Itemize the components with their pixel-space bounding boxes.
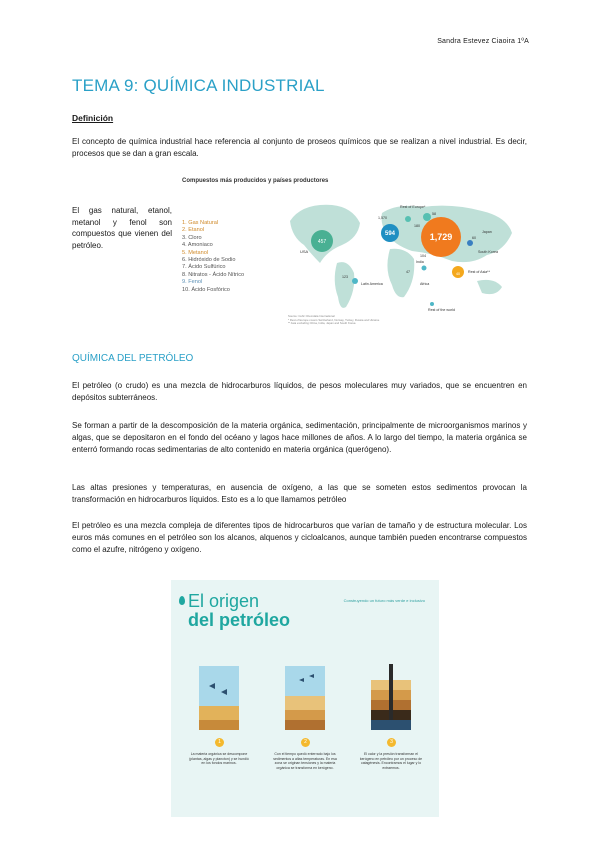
map-value: 457 — [317, 239, 327, 245]
legend-item: 10. Ácido Fosfórico — [182, 286, 230, 293]
compounds-legend — [182, 220, 244, 294]
infographic-title — [188, 592, 290, 630]
legend-item: 4. Amoniaco — [182, 242, 213, 249]
infographic-subtitle: Construyendo un futuro más verde e inclusivo — [343, 598, 425, 603]
map-value: 123 — [342, 275, 348, 279]
author-header: Sandra Estevez Ciaoira 1ºA — [437, 38, 529, 45]
map-value: 1,570 — [378, 216, 387, 220]
map-label: USA — [300, 249, 309, 254]
sediment-panel-illustration — [281, 660, 329, 734]
map-label: Latin America — [361, 282, 383, 286]
step-caption: Con el tiempo quedó enterrado bajo los sedimentos a altas temperaturas. En esa zona se originan tensiones y la materia orgánica se transforma en kerógeno. — [273, 752, 337, 770]
definition-paragraph: El concepto de química industrial hace referencia al conjunto de proseos químicos que se realizan a nivel industrial. Es decir, procesos que se dan a gran escala. — [72, 137, 527, 158]
infographic-title-line: El origen — [188, 591, 260, 611]
figure-source — [288, 315, 379, 326]
map-value: 180 — [414, 224, 420, 228]
definition-heading: Definición — [72, 113, 114, 123]
legend-item: 3. Cloro — [182, 234, 202, 241]
legend-item: 5. Metanol — [182, 249, 209, 256]
map-label: Japan — [482, 230, 492, 234]
map-value: 47 — [406, 270, 410, 274]
source-line: * Rest of Europe covers Switzerland, Norway, Turkey, Russia and Ukraine — [288, 317, 380, 322]
map-label: India — [416, 260, 424, 264]
infographic-title-line: del petróleo — [188, 610, 291, 630]
map-value: 60 — [472, 236, 476, 240]
petroleum-paragraph-2: Se forman a partir de la descomposición de la materia orgánica, sedimentación, principalmente de microorganismos marinos y algas, que se depositaron en el fondo del océano y lagos hace millones de años. A lo largo del tiempo, la materia orgánica se enterró formando rocas sedimentarias de alto contenido en materia orgánica (querógeno). — [72, 421, 527, 454]
legend-item: 6. Hidróxido de Sodio — [182, 257, 236, 264]
map-value: 1,729 — [429, 232, 453, 242]
step-caption: La materia orgánica se descompone (plantas, algas y plancton) y se hundió en los fondos marinos. — [189, 752, 249, 766]
map-label: South Korea — [478, 250, 498, 254]
step-number: 2 — [301, 738, 310, 747]
source-line: Source: Cefic Chemdata International — [288, 314, 335, 318]
map-label: Africa — [420, 282, 430, 286]
map-value: 40 — [456, 272, 460, 276]
drop-icon — [179, 596, 185, 605]
map-label: Rest of the world — [428, 308, 455, 312]
compounds-side-text: El gas natural, etanol, metanol y fenol son compuestos que vienen del petróleo. — [72, 206, 172, 250]
figure-title: Compuestos más producidos y países productores — [182, 178, 329, 184]
petroleum-paragraph-3: Las altas presiones y temperaturas, en ausencia de oxígeno, a las que se someten estos sedimentos provocan la transformación en hidrocarburos líquidos. Esto es a lo que llamamos petróleo — [72, 483, 527, 504]
oil-well-panel-illustration — [367, 660, 415, 734]
legend-item: 1. Gas Natural — [182, 220, 219, 226]
step-number: 3 — [387, 738, 396, 747]
map-value: 594 — [384, 231, 396, 237]
world-production-map — [282, 193, 524, 323]
page-title: TEMA 9: QUÍMICA INDUSTRIAL — [72, 76, 325, 95]
legend-item: 2. Etanol — [182, 227, 205, 234]
petroleum-origin-infographic — [171, 580, 439, 817]
petroleum-heading: QUÍMICA DEL PETRÓLEO — [72, 353, 194, 364]
legend-item: 8. Nitratos - Ácido Nítrico — [182, 271, 245, 278]
step-number: 1 — [215, 738, 224, 747]
step-caption: El calor y la presión transforman el kerógeno en petróleo por un proceso de catagénesis. Encontramos el lugar y lo extraemos. — [359, 752, 423, 770]
ocean-panel-illustration — [195, 660, 243, 734]
petroleum-paragraph-4: El petróleo es una mezcla compleja de diferentes tipos de hidrocarburos que varían de tamaño y de estructura molecular. Los euros más comunes en el petróleo son los alcanos, alquenos y cicloalcanos, aunque también pueden encontrarse compuestos como el azufre, nitrógeno y oxígeno. — [72, 521, 527, 554]
map-label: Rest of Asia** — [468, 270, 490, 274]
map-value: 104 — [420, 254, 426, 258]
source-line: ** Asia excluding China, India, Japan and South Korea — [288, 321, 356, 325]
petroleum-paragraph-1: El petróleo (o crudo) es una mezcla de hidrocarburos líquidos, de pesos moleculares muy variados, que se encuentren en depósitos subterráneos. — [72, 381, 527, 402]
map-value: 58 — [432, 212, 436, 216]
legend-item: 9. Fenol — [182, 279, 203, 286]
legend-item: 7. Ácido Sulfúrico — [182, 264, 226, 271]
map-label: Rest of Europe* — [400, 205, 426, 209]
